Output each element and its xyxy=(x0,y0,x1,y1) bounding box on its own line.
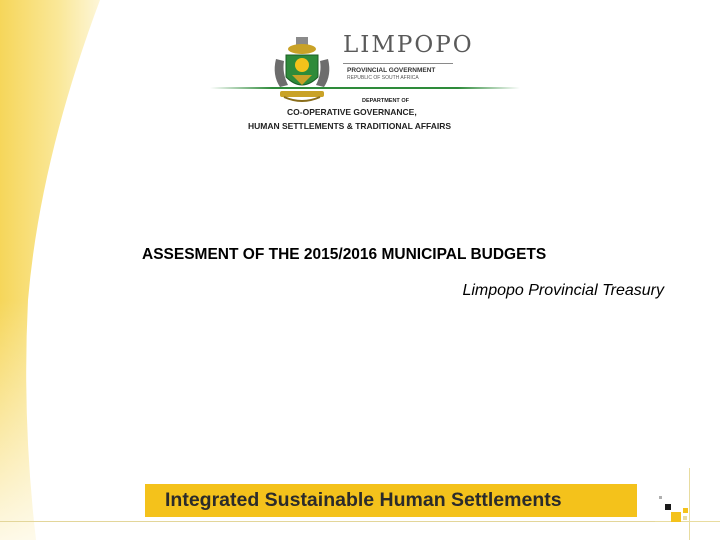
footer-banner-text: Integrated Sustainable Human Settlements xyxy=(165,489,562,511)
coat-of-arms-icon xyxy=(270,35,334,105)
header-logo-block xyxy=(205,30,525,140)
page-title: ASSESMENT OF THE 2015/2016 MUNICIPAL BUDGETS xyxy=(142,246,547,263)
brand-subtitle: PROVINCIAL GOVERNMENT xyxy=(347,67,436,74)
footer-divider xyxy=(0,521,720,522)
brand-underline xyxy=(343,63,453,64)
brand-name: LIMPOPO xyxy=(343,32,474,58)
department-name-line1: CO-OPERATIVE GOVERNANCE, xyxy=(287,107,417,117)
department-label: DEPARTMENT OF xyxy=(362,98,409,104)
decorative-squares-icon xyxy=(655,468,720,540)
brand-country: REPUBLIC OF SOUTH AFRICA xyxy=(347,75,419,81)
header-divider xyxy=(210,87,520,89)
page-subtitle: Limpopo Provincial Treasury xyxy=(462,282,664,299)
footer-banner xyxy=(145,484,637,517)
department-name-line2: HUMAN SETTLEMENTS & TRADITIONAL AFFAIRS xyxy=(248,121,452,131)
